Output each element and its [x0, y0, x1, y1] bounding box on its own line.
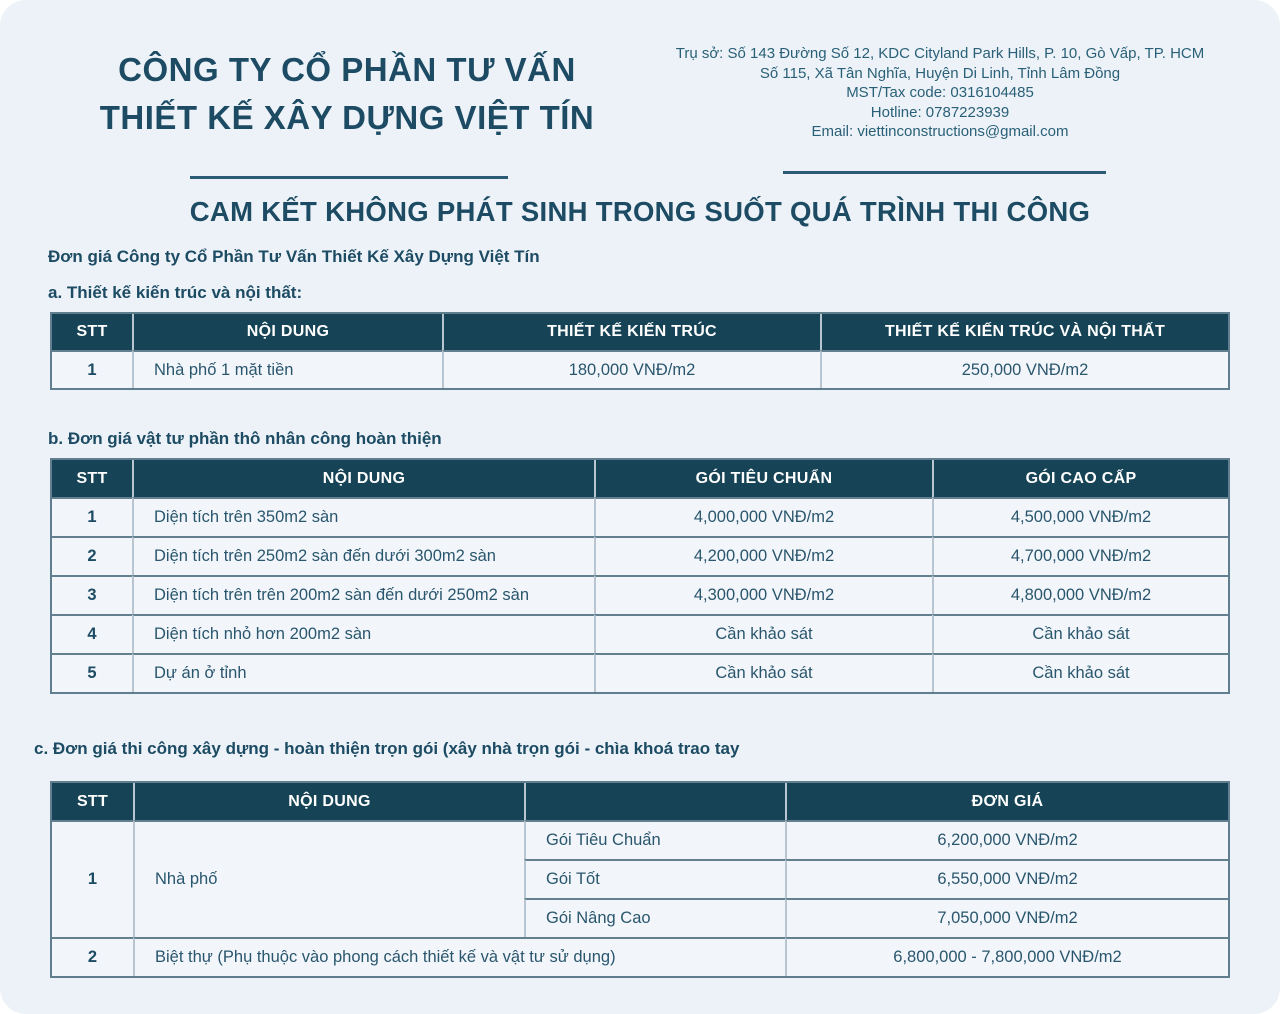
column-header: STT [52, 460, 132, 497]
table-cell-price: 4,800,000 VNĐ/m2 [932, 575, 1228, 614]
column-header: NỘI DUNG [133, 783, 524, 820]
company-name-line1: CÔNG TY CỔ PHẦN TƯ VẤN [118, 51, 576, 88]
column-header: GÓI TIÊU CHUẨN [594, 460, 932, 497]
divider-right [783, 171, 1106, 174]
intro-line: Đơn giá Công ty Cổ Phần Tư Vấn Thiết Kế Xây Dựng Việt Tín [48, 247, 540, 266]
table-cell-package: Gói Nâng Cao [524, 898, 785, 937]
contact-address-hq: Trụ sở: Số 143 Đường Số 12, KDC Cityland Park Hills, P. 10, Gò Vấp, TP. HCM [675, 45, 1205, 62]
table-material-prices [50, 458, 1230, 694]
column-header: GÓI CAO CẤP [932, 460, 1228, 497]
section-a-heading: a. Thiết kế kiến trúc và nội thất: [48, 283, 303, 302]
table-cell-content: Nhà phố 1 mặt tiền [132, 350, 442, 388]
table-cell-content: Dự án ở tỉnh [132, 653, 594, 692]
table-cell-stt: 1 [52, 350, 132, 388]
column-header: NỘI DUNG [132, 460, 594, 497]
table-design-prices [50, 312, 1230, 390]
table-cell-price: 7,050,000 VNĐ/m2 [785, 898, 1228, 937]
table-cell-package: Gói Tiêu Chuẩn [524, 820, 785, 859]
table-cell-price: Cần khảo sát [932, 653, 1228, 692]
column-header: ĐƠN GIÁ [785, 783, 1228, 820]
column-header: THIẾT KẾ KIẾN TRÚC [442, 314, 820, 350]
table-cell-price: 6,800,000 - 7,800,000 VNĐ/m2 [785, 937, 1228, 976]
table-cell-stt: 3 [52, 575, 132, 614]
table-cell-price: Cần khảo sát [594, 653, 932, 692]
table-cell-stt: 1 [52, 497, 132, 536]
contact-hotline: Hotline: 0787223939 [870, 103, 1010, 121]
table-cell-price: 180,000 VNĐ/m2 [442, 350, 820, 388]
table-cell-price: 4,200,000 VNĐ/m2 [594, 536, 932, 575]
contact-block [650, 44, 1230, 142]
table-cell-price: 4,700,000 VNĐ/m2 [932, 536, 1228, 575]
table-cell-content: Diện tích trên trên 200m2 sàn đến dưới 250m2 sàn [132, 575, 594, 614]
company-name-line2: THIẾT KẾ XÂY DỰNG VIỆT TÍN [99, 99, 595, 136]
table-cell-stt: 2 [52, 937, 133, 976]
table-cell-price: Cần khảo sát [594, 614, 932, 653]
page-title: CAM KẾT KHÔNG PHÁT SINH TRONG SUỐT QUÁ TRÌNH THI CÔNG [189, 196, 1091, 227]
table-cell-stt: 2 [52, 536, 132, 575]
company-name [22, 46, 672, 142]
contact-email: Email: viettinconstructions@gmail.com [811, 123, 1069, 140]
table-cell-content: Diện tích trên 350m2 sàn [132, 497, 594, 536]
table-cell-content: Biệt thự (Phụ thuộc vào phong cách thiết kế và vật tư sử dụng) [133, 937, 785, 976]
section-c-heading: c. Đơn giá thi công xây dựng - hoàn thiện trọn gói (xây nhà trọn gói - chìa khoá trao tay [34, 739, 740, 758]
table-cell-price: 4,000,000 VNĐ/m2 [594, 497, 932, 536]
table-cell-price: Cần khảo sát [932, 614, 1228, 653]
table-cell-price: 6,550,000 VNĐ/m2 [785, 859, 1228, 898]
table-turnkey-prices [50, 781, 1230, 978]
table-cell-stt: 1 [52, 820, 133, 937]
contact-tax-code: MST/Tax code: 0316104485 [846, 84, 1034, 101]
column-header: THIẾT KẾ KIẾN TRÚC VÀ NỘI THẤT [820, 314, 1228, 350]
table-cell-stt: 4 [52, 614, 132, 653]
divider-left [190, 176, 508, 179]
table-cell-price: 250,000 VNĐ/m2 [820, 350, 1228, 388]
column-header: NỘI DUNG [132, 314, 442, 350]
column-header: STT [52, 314, 132, 350]
table-cell-price: 4,300,000 VNĐ/m2 [594, 575, 932, 614]
column-header-blank [524, 783, 785, 820]
table-cell-price: 6,200,000 VNĐ/m2 [785, 820, 1228, 859]
column-header: STT [52, 783, 133, 820]
section-b-heading: b. Đơn giá vật tư phần thô nhân công hoàn thiện [48, 429, 442, 448]
table-cell-stt: 5 [52, 653, 132, 692]
table-cell-package: Gói Tốt [524, 859, 785, 898]
contact-address-branch: Số 115, Xã Tân Nghĩa, Huyện Di Linh, Tỉnh Lâm Đồng [759, 64, 1121, 82]
table-cell-content: Diện tích nhỏ hơn 200m2 sàn [132, 614, 594, 653]
table-cell-price: 4,500,000 VNĐ/m2 [932, 497, 1228, 536]
table-cell-content: Nhà phố [133, 820, 524, 937]
table-cell-content: Diện tích trên 250m2 sàn đến dưới 300m2 sàn [132, 536, 594, 575]
